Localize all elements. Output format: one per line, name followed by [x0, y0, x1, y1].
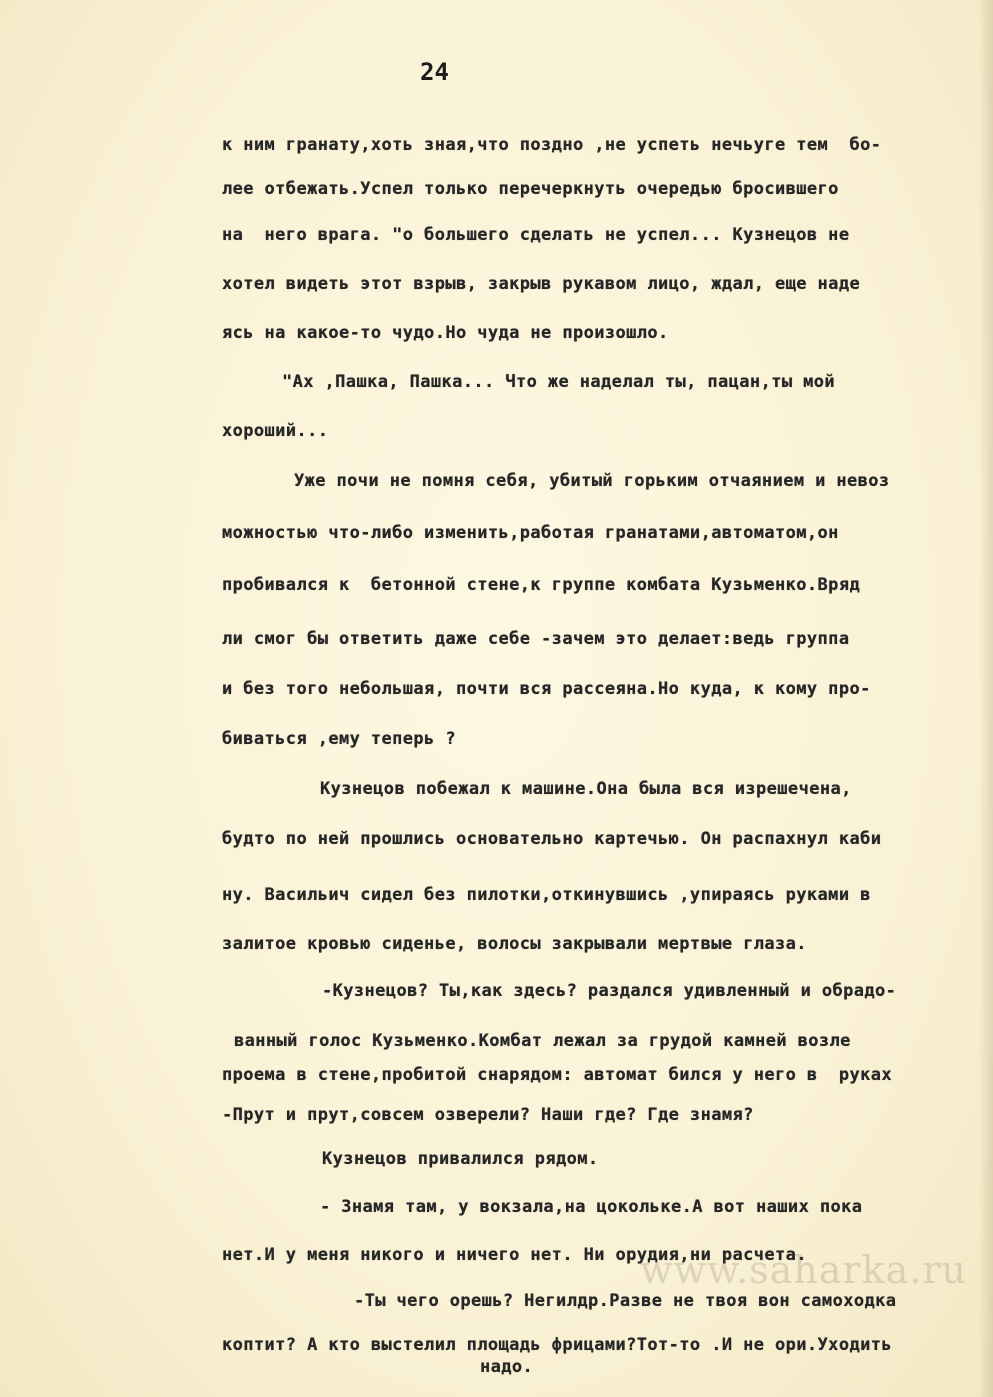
text-line: лее отбежать.Успел только перечеркнуть очередью бросившего: [222, 179, 839, 199]
text-line: ясь на какое-то чудо.Но чуда не произошло.: [222, 323, 669, 343]
text-line: надо.: [480, 1357, 534, 1377]
text-line: будто по ней прошлись основательно картечью. Он распахнул каби: [222, 829, 882, 849]
text-line: -Кузнецов? Ты,как здесь? раздался удивленный и обрадо-: [322, 981, 897, 1001]
text-line: пробивался к бетонной стене,к группе комбата Кузьменко.Вряд: [222, 575, 861, 595]
text-line: можностью что-либо изменить,работая гранатами,автоматом,он: [222, 523, 839, 543]
watermark: www.saharka.ru: [640, 1248, 967, 1292]
text-line: Кузнецов привалился рядом.: [322, 1149, 599, 1169]
text-line: -Ты чего орешь? Негилдр.Разве не твоя вон самоходка: [354, 1291, 897, 1311]
text-line: на него врага. "о большего сделать не успел... Кузнецов не: [222, 225, 850, 245]
page-edge-shadow: [979, 0, 993, 1397]
text-line: нет.И у меня никого и ничего нет. Ни орудия,ни расчета.: [222, 1245, 807, 1265]
text-line: коптит? А кто выстелил площадь фрицами?Тот-то .И не ори.Уходить: [222, 1335, 892, 1355]
text-line: -Прут и прут,совсем озверели? Наши где? Где знамя?: [222, 1105, 754, 1125]
text-line: "Ах ,Пашка, Пашка... Что же наделал ты, пацан,ты мой: [282, 372, 836, 392]
text-line: Кузнецов побежал к машине.Она была вся изрешечена,: [320, 779, 852, 799]
text-line: ну. Васильич сидел без пилотки,откинувшись ,упираясь руками в: [222, 885, 871, 905]
text-line: ли смог бы ответить даже себе -зачем это делает:ведь группа: [222, 629, 850, 649]
text-line: залитое кровью сиденье, волосы закрывали мертвые глаза.: [222, 934, 807, 954]
text-line: и без того небольшая, почти вся рассеяна.Но куда, к кому про-: [222, 679, 871, 699]
text-line: Уже почи не помня себя, убитый горьким отчаянием и невоз: [294, 471, 890, 491]
text-line: биваться ,ему теперь ?: [222, 729, 456, 749]
text-line: проема в стене,пробитой снарядом: автомат бился у него в руках: [222, 1065, 892, 1085]
text-line: к ним гранату,хоть зная,что поздно ,не успеть нечьуге тем бо-: [222, 135, 882, 155]
page-number: 24: [420, 58, 449, 86]
text-line: хороший...: [222, 421, 329, 441]
text-line: - Знамя там, у вокзала,на цокольке.А вот наших пока: [320, 1197, 863, 1217]
text-line: ванный голос Кузьменко.Комбат лежал за грудой камней возле: [234, 1031, 851, 1051]
text-line: хотел видеть этот взрыв, закрыв рукавом лицо, ждал, еще наде: [222, 274, 861, 294]
